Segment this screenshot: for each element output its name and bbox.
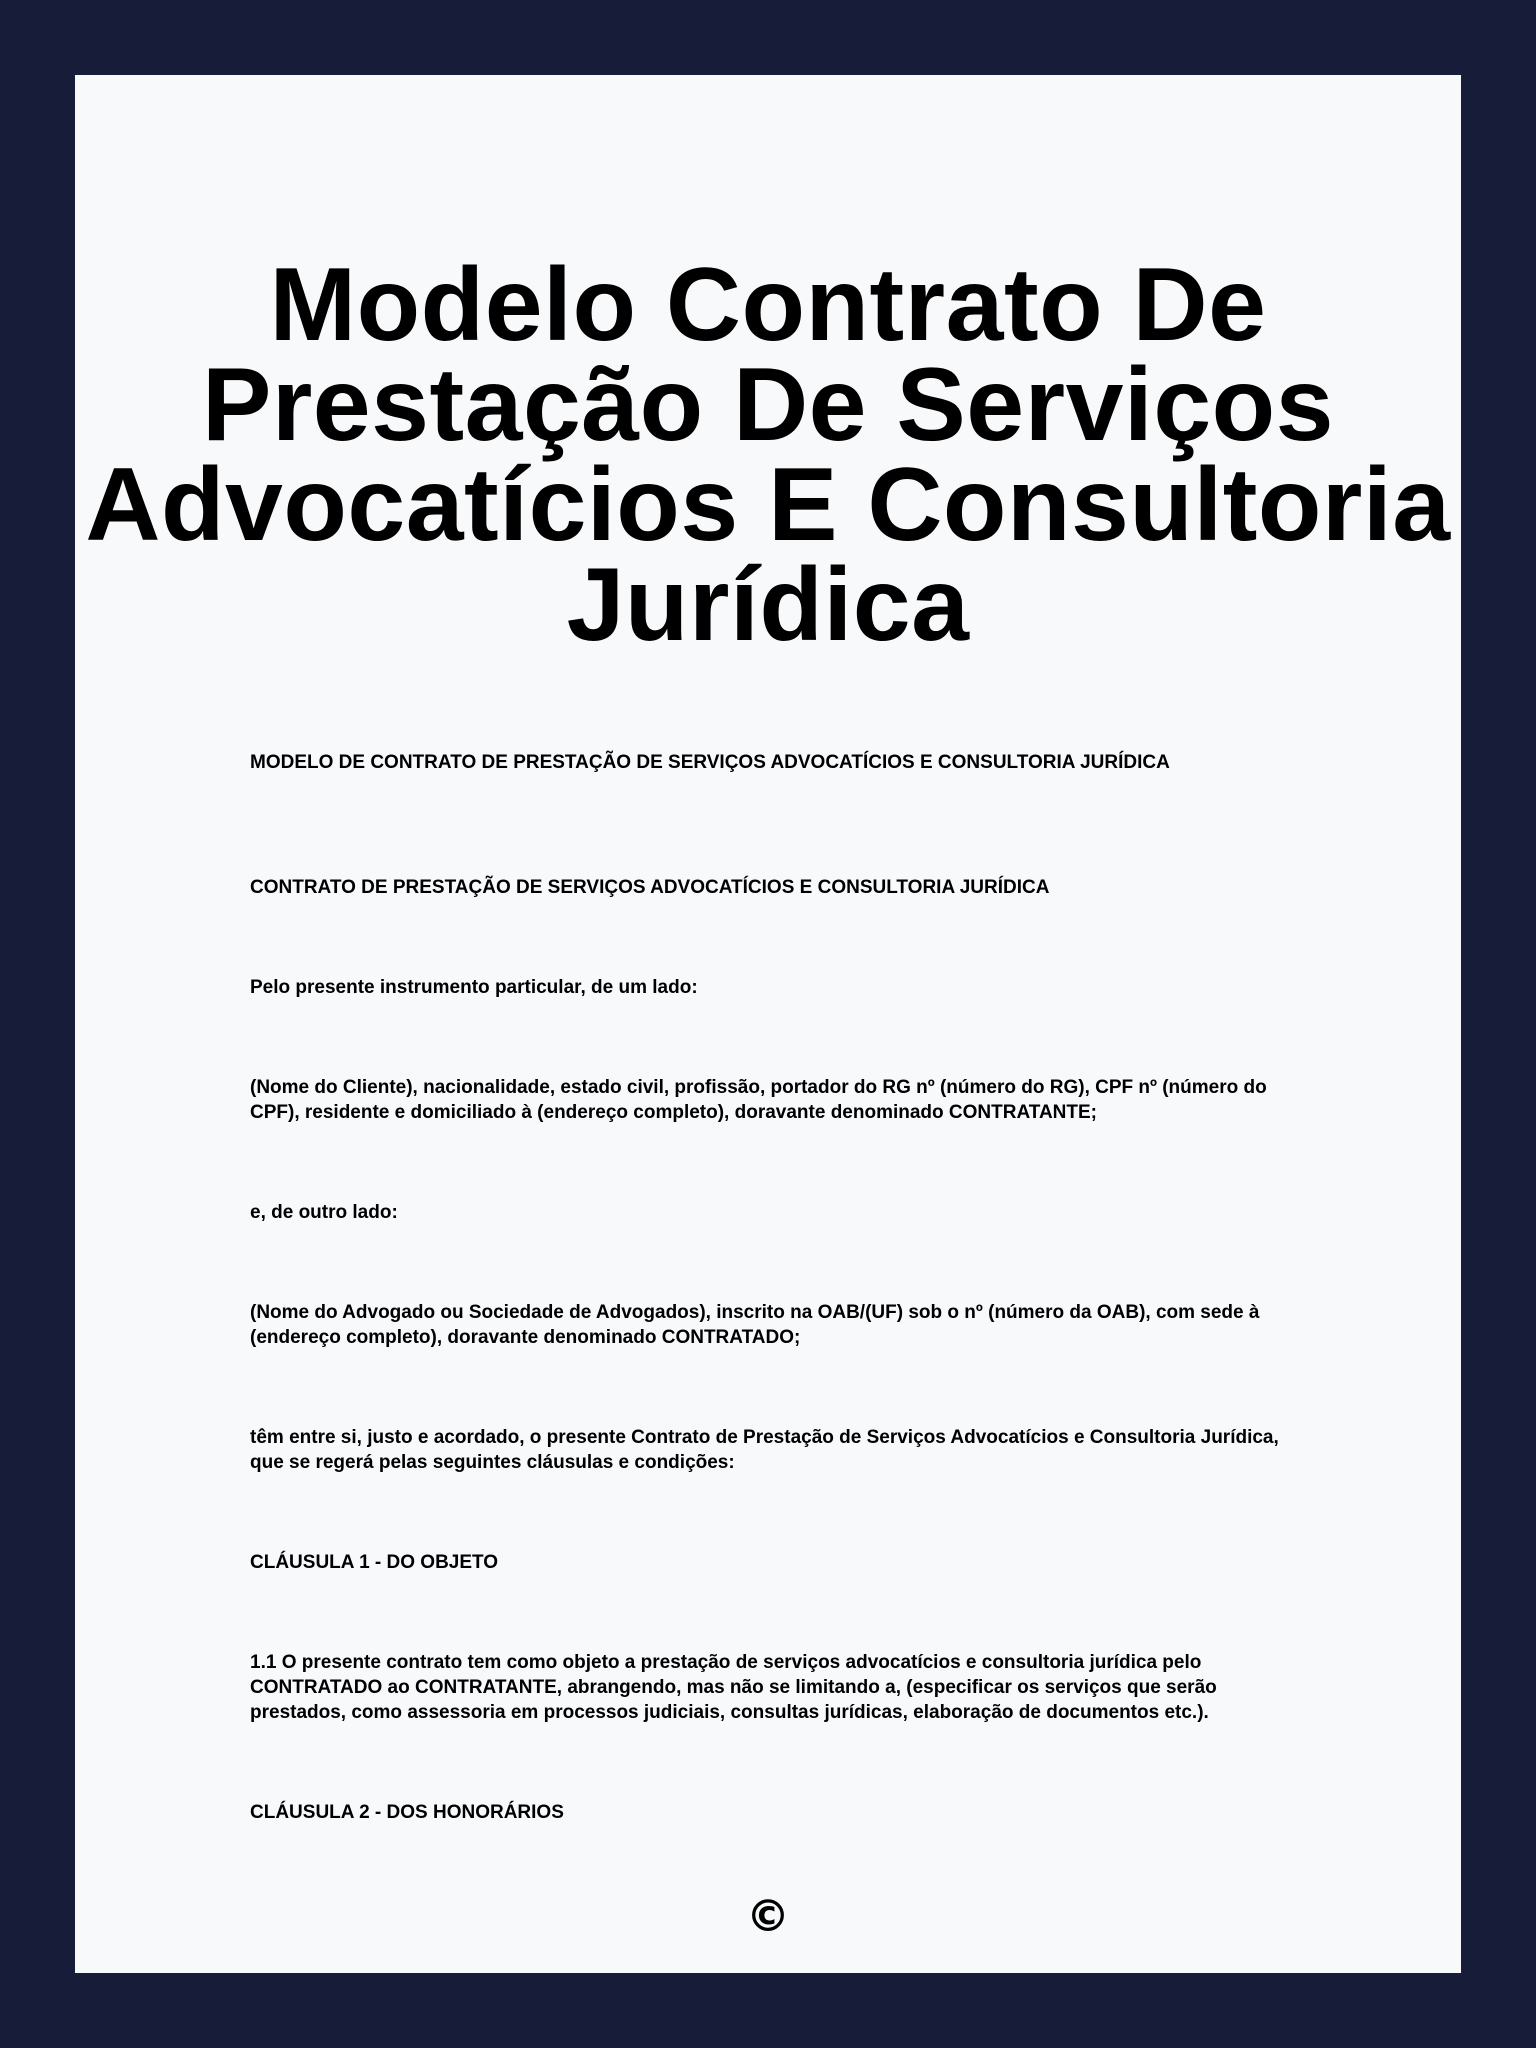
lawyer-paragraph: (Nome do Advogado ou Sociedade de Advogados), inscrito na OAB/(UF) sob o nº (número da OAB), com sede à (endereço completo), doravante denominado CONTRATADO;	[250, 1302, 1260, 1348]
heading-model: MODELO DE CONTRATO DE PRESTAÇÃO DE SERVIÇOS ADVOCATÍCIOS E CONSULTORIA JURÍDICA	[250, 752, 1170, 773]
clause-1-1-paragraph: 1.1 O presente contrato tem como objeto a prestação de serviços advocatícios e consultoria jurídica pelo CONTRATADO ao CONTRATANTE, abrangendo, mas não se limitando a, (especificar os serviços que serão prestados, como assessoria em processos judiciais, consultas jurídicas, elaboração de documentos etc.).	[250, 1652, 1217, 1723]
client-paragraph: (Nome do Cliente), nacionalidade, estado civil, profissão, portador do RG nº (número do RG), CPF nº (número do CPF), residente e domiciliado à (endereço completo), doravante denominado CONTRATANTE;	[250, 1077, 1267, 1123]
other-side-paragraph: e, de outro lado:	[250, 1202, 398, 1223]
document-page	[75, 75, 1461, 1973]
heading-contract: CONTRATO DE PRESTAÇÃO DE SERVIÇOS ADVOCATÍCIOS E CONSULTORIA JURÍDICA	[250, 877, 1050, 898]
document-title: Modelo Contrato De Prestação De Serviços Advocatícios E Consultoria Jurídica	[85, 247, 1451, 663]
intro-paragraph: Pelo presente instrumento particular, de um lado:	[250, 977, 698, 998]
copyright-icon: ©	[746, 1891, 790, 1942]
agreement-paragraph: têm entre si, justo e acordado, o presente Contrato de Prestação de Serviços Advocatícios e Consultoria Jurídica, que se regerá pelas seguintes cláusulas e condições:	[250, 1427, 1279, 1473]
clause-2-heading: CLÁUSULA 2 - DOS HONORÁRIOS	[250, 1802, 564, 1823]
clause-1-heading: CLÁUSULA 1 - DO OBJETO	[250, 1552, 499, 1573]
